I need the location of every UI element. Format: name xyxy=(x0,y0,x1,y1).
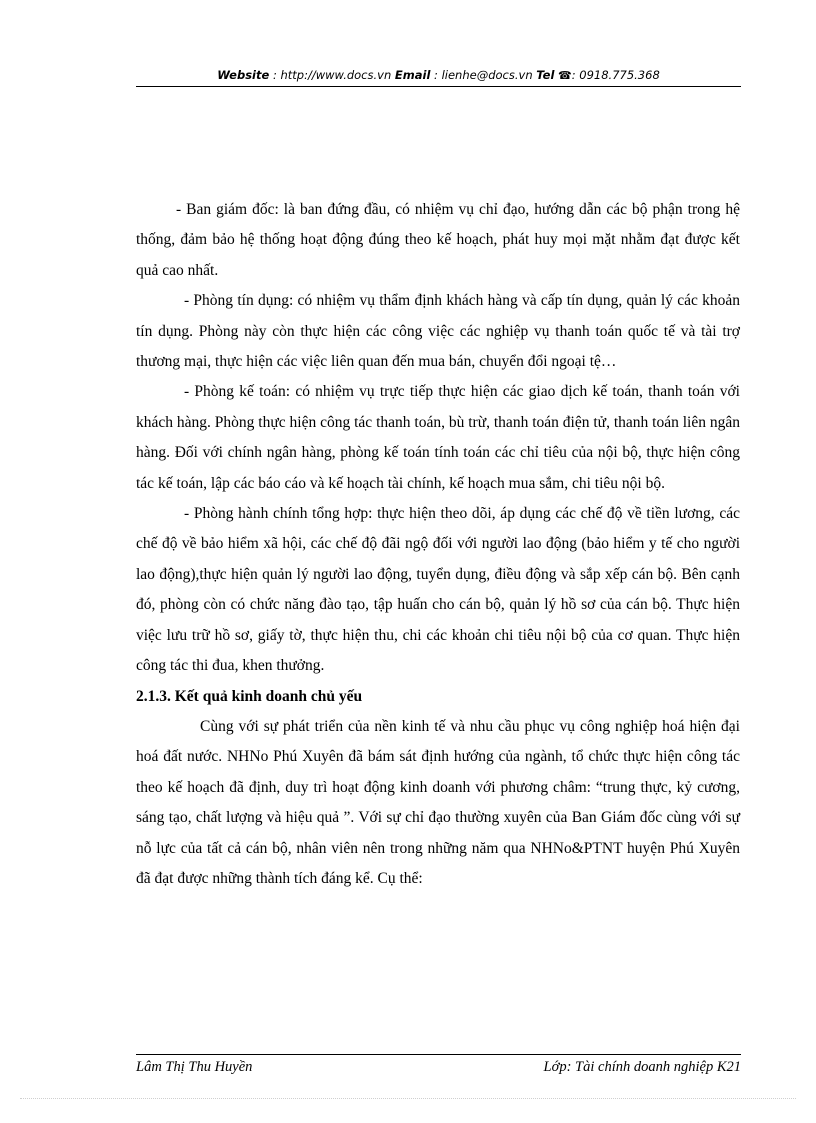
tel-label: Tel xyxy=(536,68,555,82)
footer-divider xyxy=(136,1054,741,1055)
page-header xyxy=(136,66,741,86)
section-heading: 2.1.3. Kết quả kinh doanh chủ yếu xyxy=(136,687,363,705)
footer-author: Lâm Thị Thu Huyền xyxy=(136,1059,253,1075)
phone-icon: ☎ xyxy=(558,69,572,82)
email-sep: : xyxy=(430,68,442,82)
footer-class-value: : Tài chính doanh nghiệp K21 xyxy=(566,1059,741,1075)
website-sep: : xyxy=(269,68,281,82)
paragraph-phong-ke-toan: - Phòng kế toán: có nhiệm vụ trực tiếp thực hiện các giao dịch kế toán, thanh toán với khách hàng. Phòng thực hiện công tác thanh toán, bù trừ, thanh toán điện tử, thanh toán liên ngân hàng. Đối với chính ngân hàng, phòng kế toán tính toán các chỉ tiêu của nội bộ, thực hiện công tác kế toán, lập các báo cáo và kế hoạch tài chính, kế hoạch mua sắm, chi tiêu nội bộ. xyxy=(136,383,740,492)
paragraph-phong-hanh-chinh: - Phòng hành chính tổng hợp: thực hiện theo dõi, áp dụng các chế độ về tiền lương, các chế độ về bảo hiểm xã hội, các chế độ đãi ngộ đối với người lao động (bảo hiểm y tế cho người lao động),thực hiện quản lý người lao động, tuyển dụng, điều động và sắp xếp cán bộ. Bên cạnh đó, phòng còn có chức năng đào tạo, tập huấn cho cán bộ, quản lý hồ sơ của cán bộ. Thực hiện việc lưu trữ hồ sơ, giấy tờ, thực hiện thu, chi các khoản chi tiêu nội bộ của cơ quan. Thực hiện công tác thi đua, khen thưởng. xyxy=(136,505,740,675)
email-label: Email xyxy=(394,68,431,82)
tel-sep: : xyxy=(571,68,580,82)
tel-number: 0918.775.368 xyxy=(579,68,660,82)
email-link[interactable]: lienhe@docs.vn xyxy=(441,68,533,82)
paragraph-ban-giam-doc: - Ban giám đốc: là ban đứng đầu, có nhiệm vụ chỉ đạo, hướng dẫn các bộ phận trong hệ thống, đảm bảo hệ thống hoạt động đúng theo kế hoạch, phát huy mọi mặt nhằm đạt được kết quả cao nhất. xyxy=(136,201,740,279)
website-label: Website xyxy=(217,68,270,82)
footer-class-label: Lớp xyxy=(543,1059,567,1075)
footer-class xyxy=(544,1057,741,1077)
paragraph-ket-qua-kinh-doanh: Cùng với sự phát triển của nền kinh tế và nhu cầu phục vụ công nghiệp hoá hiện đại hoá đất nước. NHNo Phú Xuyên đã bám sát định hướng của ngành, tổ chức thực hiện công tác theo kế hoạch đã định, duy trì hoạt động kinh doanh với phương châm: “trung thực, kỷ cương, sáng tạo, chất lượng và hiệu quả ”. Với sự chỉ đạo thường xuyên của Ban Giám đốc cùng với sự nỗ lực của tất cả cán bộ, nhân viên nên trong những năm qua NHNo&PTNT huyện Phú Xuyên đã đạt được những thành tích đáng kể. Cụ thể: xyxy=(136,717,740,887)
page-bottom-border xyxy=(20,1098,796,1099)
page-body xyxy=(136,195,740,894)
header-divider xyxy=(136,86,741,87)
website-link[interactable]: http://www.docs.vn xyxy=(280,68,392,82)
paragraph-phong-tin-dung: - Phòng tín dụng: có nhiệm vụ thẩm định khách hàng và cấp tín dụng, quản lý các khoản tín dụng. Phòng này còn thực hiện các công việc các nghiệp vụ thanh toán quốc tế và tài trợ thương mại, thực hiện các việc liên quan đến mua bán, chuyển đổi ngoại tệ… xyxy=(136,292,740,371)
page-footer xyxy=(136,1057,741,1079)
